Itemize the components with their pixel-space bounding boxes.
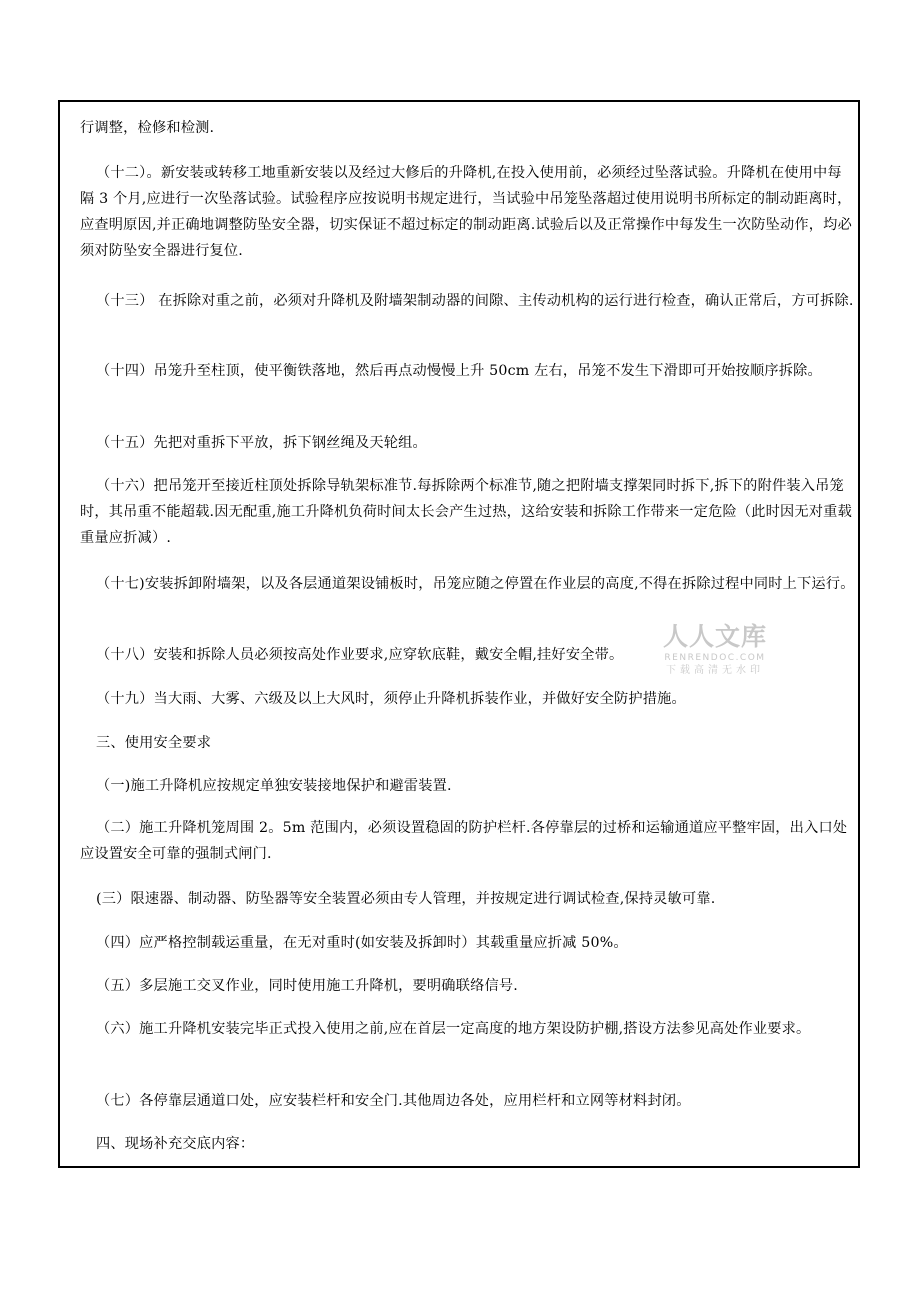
paragraph-item-13: （十三） 在拆除对重之前，必须对升降机及附墙架制动器的间隙、主传动机构的运行进行检查，确认正常后，方可拆除. — [96, 293, 854, 309]
paragraph-item-12: （十二）。新安装或转移工地重新安装以及经过大修后的升降机,在投入使用前，必须经过坠落试验。升降机在使用中每隔 3 个月,应进行一次坠落试验。试验程序应按说明书规定进行，当试验中吊笼坠落超过使用说明书所标定的制动距离时，应查明原因,并正确地调整防坠安全器，切实保证不超过标定的制动距离.试验后以及正常操作中每发生一次防坠动作，均必须对防坠安全器进行复位. — [80, 165, 852, 259]
watermark-url: RENRENDOC.COM — [664, 653, 766, 663]
watermark-brand: 人人文库 — [662, 622, 767, 651]
paragraph-usage-1: （一)施工升降机应按规定单独安装接地保护和避雷装置. — [96, 778, 452, 794]
paragraph-item-19: （十九）当大雨、大雾、六级及以上大风时，须停止升降机拆装作业，并做好安全防护措施。 — [96, 691, 686, 707]
section-heading-3: 三、使用安全要求 — [96, 735, 212, 751]
paragraph-usage-4: （四）应严格控制载运重量，在无对重时(如安装及拆卸时）其载重量应折减 50%。 — [96, 935, 628, 951]
paragraph-item-18: （十八）安装和拆除人员必须按高处作业要求,应穿软底鞋，戴安全帽,挂好安全带。 — [96, 647, 624, 663]
paragraph-item-17: （十七)安装拆卸附墙架，以及各层通道架设铺板时，吊笼应随之停置在作业层的高度,不得在拆除过程中同时上下运行。 — [96, 576, 855, 592]
watermark-slogan: 下载高清无水印 — [666, 665, 764, 676]
section-heading-4: 四、现场补充交底内容： — [96, 1136, 255, 1152]
paragraph-item-14: （十四）吊笼升至柱顶，使平衡铁落地，然后再点动慢慢上升 50cm 左右，吊笼不发生下滑即可开始按顺序拆除。 — [96, 363, 822, 379]
paragraph-usage-2: （二）施工升降机笼周围 2。5m 范围内，必须设置稳固的防护栏杆.各停靠层的过桥和运输通道应平整牢固，出入口处应设置安全可靠的强制式闸门. — [80, 820, 848, 862]
watermark — [650, 622, 780, 678]
paragraph-usage-5: （五）多层施工交叉作业，同时使用施工升降机，要明确联络信号. — [96, 978, 518, 994]
paragraph-continuation: 行调整，检修和检测. — [80, 120, 215, 136]
paragraph-usage-7: （七）各停靠层通道口处，应安装栏杆和安全门.其他周边各处，应用栏杆和立网等材料封闭。 — [96, 1093, 691, 1109]
paragraph-item-16: （十六）把吊笼开至接近柱顶处拆除导轨架标准节.每拆除两个标准节,随之把附墙支撑架同时拆下,拆下的附件装入吊笼时，其吊重不能超载.因无配重,施工升降机负荷时间太长会产生过热，这给安装和拆除工作带来一定危险（此时因无对重载重量应折减）. — [80, 478, 852, 546]
paragraph-usage-3: (三）限速器、制动器、防坠器等安全装置必须由专人管理，并按规定进行调试检查,保持灵敏可靠. — [96, 891, 716, 907]
paragraph-item-15: （十五）先把对重拆下平放，拆下钢丝绳及天轮组。 — [96, 435, 427, 451]
paragraph-usage-6: （六）施工升降机安装完毕正式投入使用之前,应在首层一定高度的地方架设防护棚,搭设方法参见高处作业要求。 — [96, 1021, 811, 1037]
